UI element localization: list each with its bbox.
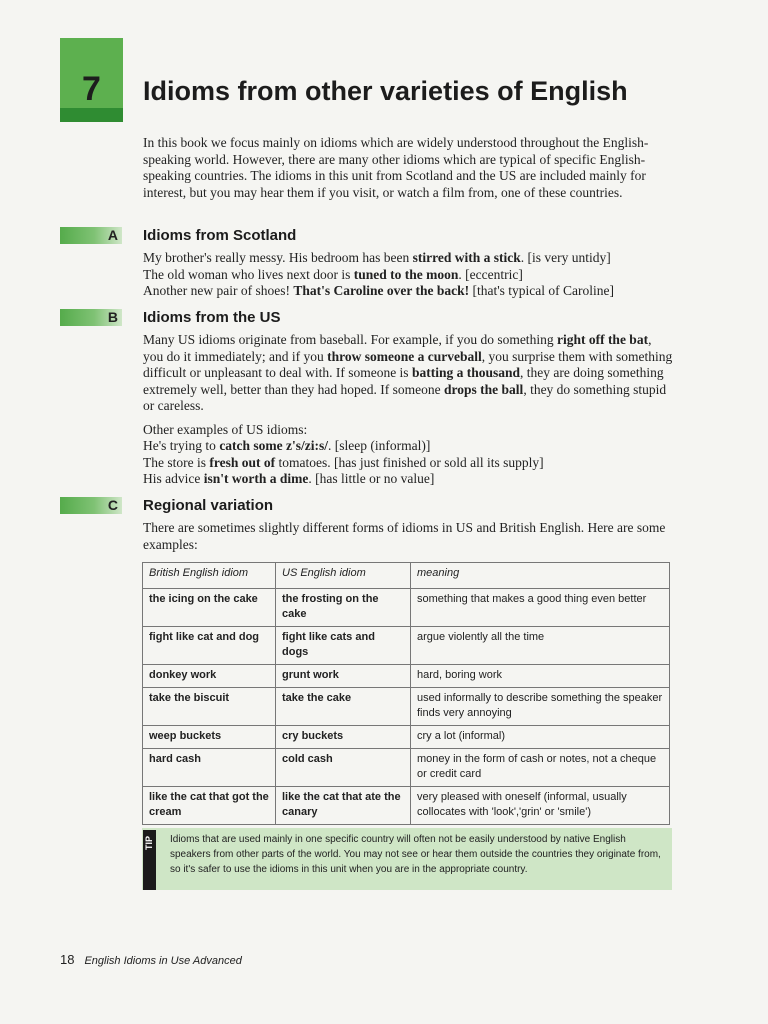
section-letter: A [107, 227, 118, 243]
meaning-cell: something that makes a good thing even better [411, 589, 670, 627]
idiom-text: right off the bat [556, 332, 649, 347]
idiom-text: throw someone a curveball [327, 348, 482, 364]
idioms-table [142, 562, 670, 825]
column-header: meaning [411, 563, 670, 589]
us-idiom-cell: grunt work [276, 665, 411, 688]
column-header: US English idiom [276, 563, 411, 589]
idiom-text: That's Caroline over the back! [293, 283, 470, 298]
british-idiom-cell: the icing on the cake [143, 589, 276, 627]
unit-number: 7 [82, 70, 101, 108]
section-tab-c [60, 497, 122, 514]
column-header: British English idiom [143, 563, 276, 589]
idiom-text: isn't worth a dime [203, 471, 309, 486]
section-c-body: There are sometimes slightly different forms of idioms in US and British English. Here are some examples: [143, 520, 666, 552]
meaning-cell: very pleased with oneself (informal, usually collocates with 'look','grin' or 'smile') [411, 787, 670, 825]
section-heading-c: Regional variation [143, 497, 274, 514]
example-line: The old woman who lives next door is tuned to the moon. [eccentric] [143, 266, 523, 282]
tip-text: Idioms that are used mainly in one specific country will often not be easily understood by native English speakers from other parts of the world. You may not see or hear them outside the countries they originate from, so it's safer to use the idioms in this unit when you are in the appropriate country. [170, 834, 661, 875]
meaning-cell: argue violently all the time [411, 627, 670, 665]
tip-label-tab [143, 830, 156, 890]
british-idiom-cell: weep buckets [143, 726, 276, 749]
idiom-text: drops the ball [444, 381, 524, 397]
table-row [143, 726, 670, 749]
example-line: He's trying to catch some z's/zi:s/. [sleep (informal)] [143, 438, 431, 453]
example-line: My brother's really messy. His bedroom has been stirred with a stick. [is very untidy] [143, 250, 611, 265]
meaning-cell: money in the form of cash or notes, not a cheque or credit card [411, 749, 670, 787]
idiom-text: tuned to the moon [353, 266, 459, 282]
section-tab-a [60, 227, 122, 244]
idiom-text: batting a thousand [411, 365, 520, 380]
page-number: 18 [60, 952, 75, 967]
meaning-cell: cry a lot (informal) [411, 726, 670, 749]
meaning-cell: hard, boring work [411, 665, 670, 688]
british-idiom-cell: hard cash [143, 749, 276, 787]
us-idiom-cell: take the cake [276, 688, 411, 726]
section-b-body: Many US idioms originate from baseball. For example, if you do something right off the bat, you do it immediately; and if you throw someone a curveball, you surprise them with something difficult or unpleasant to deal with. If someone is batting a thousand, they are doing something extremely well, better than they had hoped. If someone drops the ball, they do something stupid or careless. [143, 332, 673, 413]
section-b-examples [143, 438, 673, 488]
idiom-text: catch some z's/zi:s/ [219, 438, 329, 453]
section-a-examples [143, 250, 673, 300]
meaning-cell: used informally to describe something the speaker finds very annoying [411, 688, 670, 726]
section-heading-a: Idioms from Scotland [143, 227, 297, 244]
section-letter: C [107, 497, 118, 513]
british-idiom-cell: take the biscuit [143, 688, 276, 726]
section-letter: B [107, 309, 118, 325]
section-tab-b [60, 309, 122, 326]
tip-label: TIP [144, 836, 154, 851]
british-idiom-cell: donkey work [143, 665, 276, 688]
idiom-text: stirred with a stick [412, 250, 521, 265]
british-idiom-cell: like the cat that got the cream [143, 787, 276, 825]
table-row [143, 688, 670, 726]
us-idiom-cell: cry buckets [276, 726, 411, 749]
table-row [143, 787, 670, 825]
table-header-row [143, 563, 670, 589]
example-line: His advice isn't worth a dime. [has little or no value] [143, 471, 435, 486]
unit-number-bar [60, 108, 123, 122]
page-title: Idioms from other varieties of English [143, 76, 628, 106]
section-b-examples-intro: Other examples of US idioms: [143, 422, 308, 437]
table-row [143, 749, 670, 787]
book-title: English Idioms in Use Advanced [84, 955, 242, 967]
us-idiom-cell: like the cat that ate the canary [276, 787, 411, 825]
example-line: Another new pair of shoes! That's Caroline over the back! [that's typical of Caroline] [143, 283, 614, 298]
intro-paragraph: In this book we focus mainly on idioms which are widely understood throughout the English-speaking world. However, there are many other idioms which are typical of specific English-speaking countries. The idioms in this unit from Scotland and the US are included mainly for interest, but you may hear them if you visit, or watch a film from, one of these countries. [143, 135, 649, 200]
table-row [143, 589, 670, 627]
table-body [143, 589, 670, 825]
us-idiom-cell: fight like cats and dogs [276, 627, 411, 665]
section-heading-b: Idioms from the US [143, 309, 281, 326]
us-idiom-cell: the frosting on the cake [276, 589, 411, 627]
us-idiom-cell: cold cash [276, 749, 411, 787]
british-idiom-cell: fight like cat and dog [143, 627, 276, 665]
example-line: The store is fresh out of tomatoes. [has just finished or sold all its supply] [143, 454, 544, 470]
idiom-text: fresh out of [209, 454, 276, 470]
page-footer [60, 952, 242, 967]
table-row [143, 665, 670, 688]
table-row [143, 627, 670, 665]
